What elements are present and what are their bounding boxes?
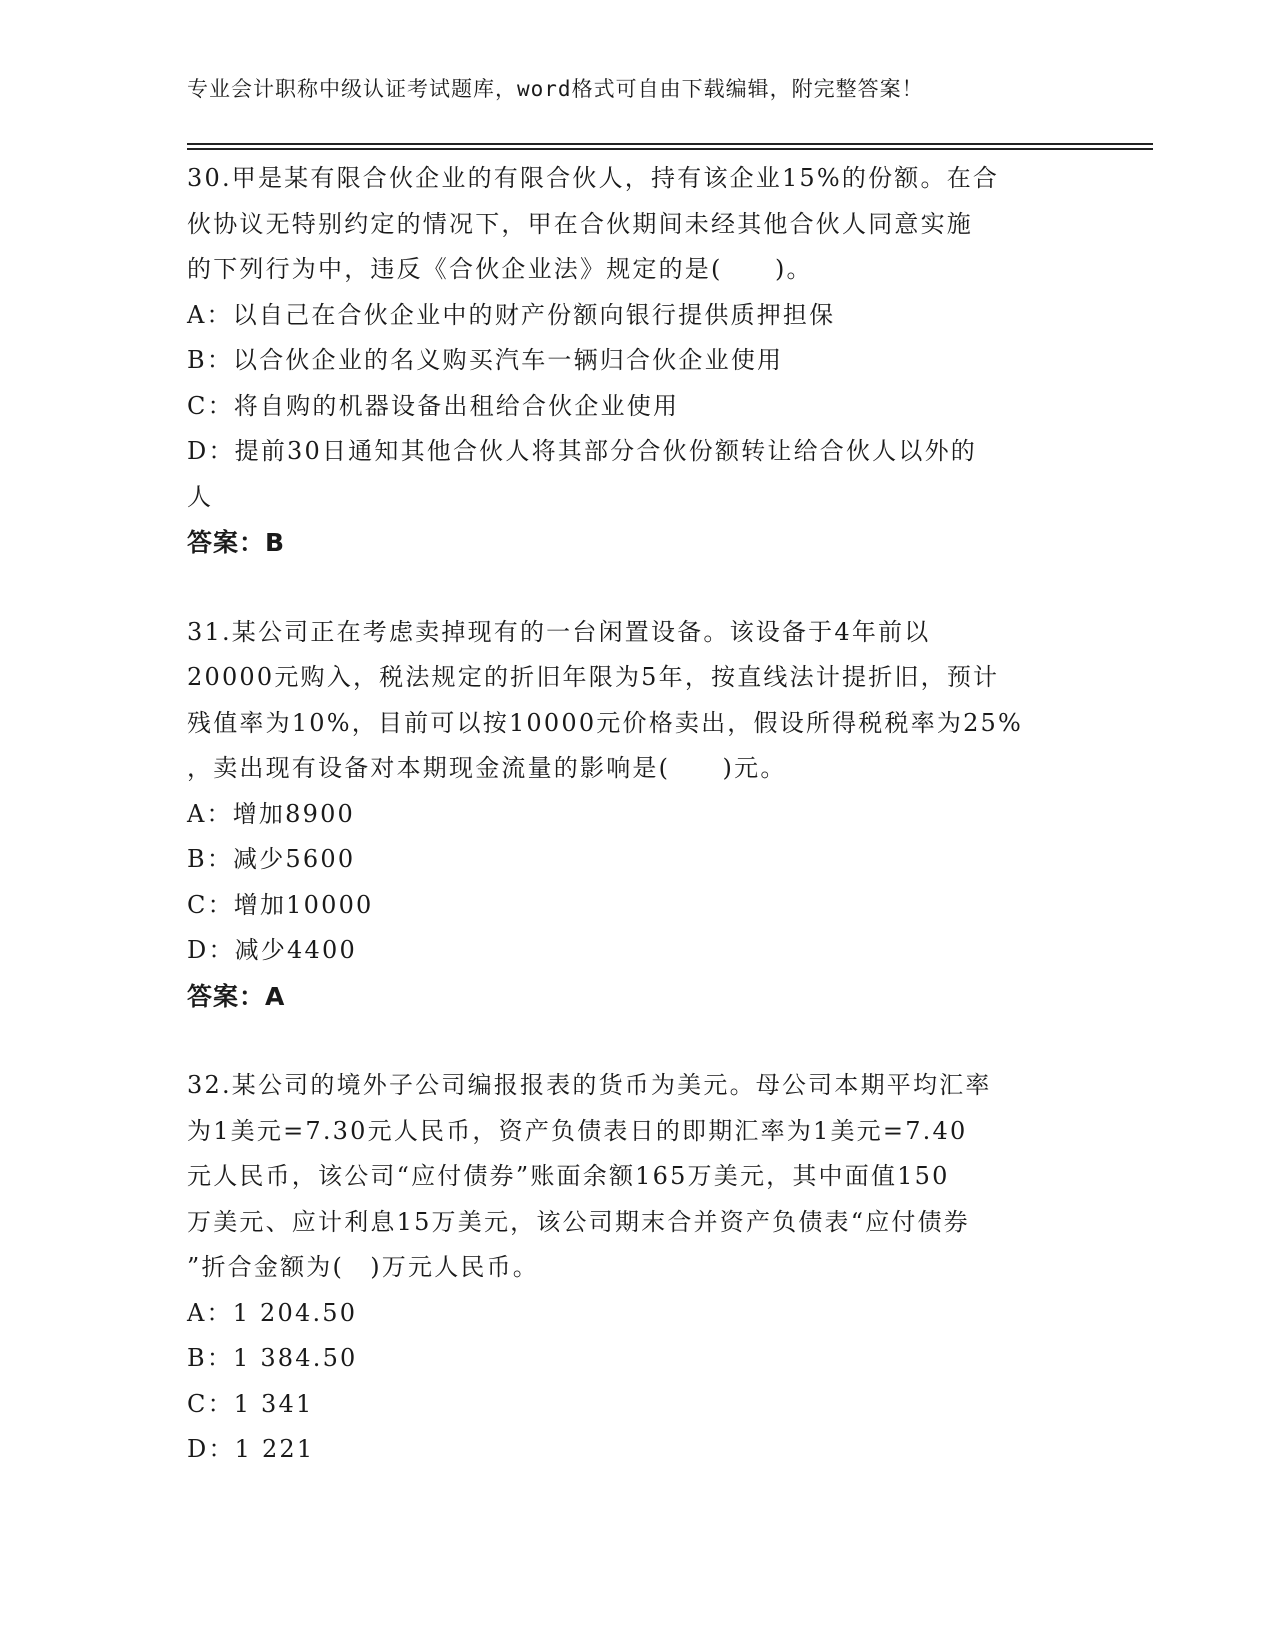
option-d: D：提前30日通知其他合伙人将其部分合伙份额转让给合伙人以外的: [187, 437, 977, 465]
option-d: D：1 221: [187, 1435, 315, 1463]
option-d: D：减少4400: [187, 936, 357, 964]
question-stem-line: 残值率为10%，目前可以按10000元价格卖出，假设所得税税率为25%: [187, 708, 1024, 737]
question-stem-line: 32.某公司的境外子公司编报报表的货币为美元。母公司本期平均汇率: [187, 1071, 992, 1099]
option-b: B：1 384.50: [187, 1344, 358, 1372]
question-stem-line: ”折合金额为( )万元人民币。: [187, 1253, 539, 1281]
option-c: C：1 341: [187, 1389, 314, 1418]
answer-label: 答案：B: [187, 528, 286, 557]
option-c: C：将自购的机器设备出租给合伙企业使用: [187, 391, 680, 420]
header-text: 专业会计职称中级认证考试题库，word格式可自由下载编辑，附完整答案！: [187, 77, 924, 101]
answer-label: 答案：A: [187, 981, 286, 1011]
question-stem-line: 30.甲是某有限合伙企业的有限合伙人，持有该企业15%的份额。在合: [187, 164, 1000, 192]
question-32: [187, 1063, 1087, 1473]
question-list: [187, 156, 1087, 1473]
option-d-continued: 人: [187, 482, 214, 511]
header-rule-top: [187, 143, 1153, 145]
page-header: [187, 74, 1087, 104]
question-stem-line: 的下列行为中，违反《合伙企业法》规定的是( )。: [187, 255, 813, 283]
question-stem-line: 元人民币，该公司“应付债券”账面余额165万美元，其中面值150: [187, 1162, 950, 1190]
option-a: A：增加8900: [187, 799, 356, 828]
option-b: B：减少5600: [187, 845, 356, 873]
option-c: C：增加10000: [187, 890, 374, 919]
question-stem-line: 31.某公司正在考虑卖掉现有的一台闲置设备。该设备于4年前以: [187, 617, 931, 646]
question-30: [187, 156, 1087, 566]
header-rule-bottom: [187, 148, 1153, 150]
option-b: B：以合伙企业的名义购买汽车一辆归合伙企业使用: [187, 346, 784, 374]
option-a: A：1 204.50: [187, 1298, 358, 1327]
question-stem-line: ，卖出现有设备对本期现金流量的影响是( )元。: [187, 754, 787, 782]
question-31: [187, 610, 1087, 1020]
question-stem-line: 20000元购入，税法规定的折旧年限为5年，按直线法计提折旧，预计: [187, 663, 1000, 691]
question-stem-line: 为1美元=7.30元人民币，资产负债表日的即期汇率为1美元=7.40: [187, 1116, 968, 1145]
question-stem-line: 伙协议无特别约定的情况下，甲在合伙期间未经其他合伙人同意实施: [187, 209, 973, 238]
question-stem-line: 万美元、应计利息15万美元，该公司期末合并资产负债表“应付债券: [187, 1207, 971, 1236]
option-a: A：以自己在合伙企业中的财产份额向银行提供质押担保: [187, 300, 836, 329]
